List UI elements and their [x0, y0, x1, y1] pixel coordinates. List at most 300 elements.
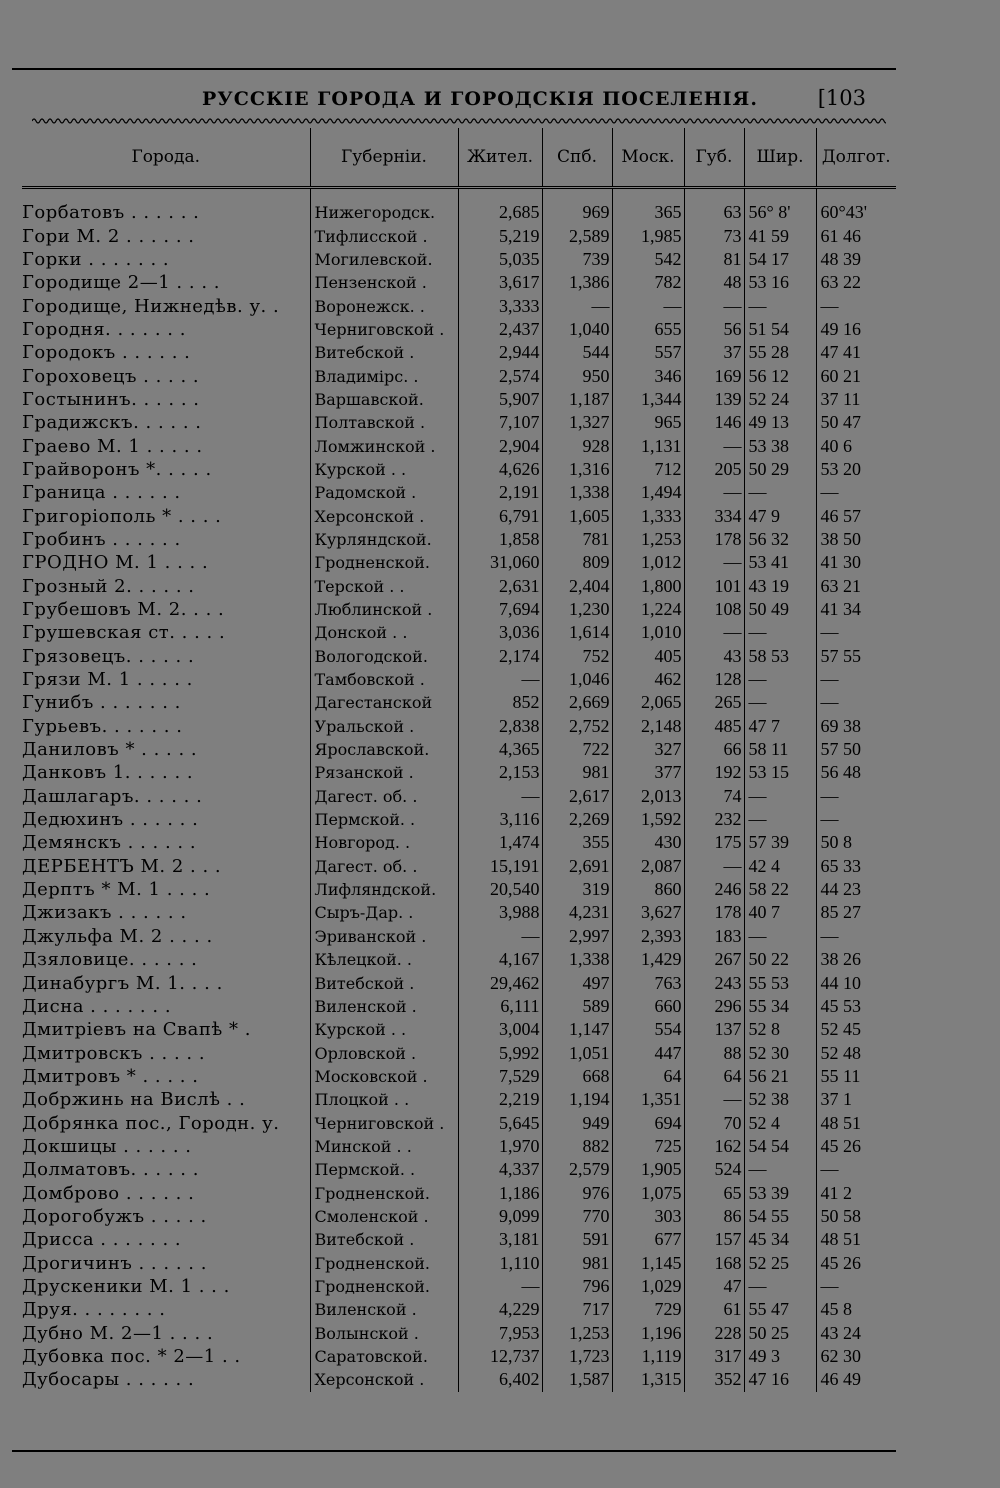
city-name: Гурьевъ. . . . . . . [22, 715, 183, 737]
latitude: 50 25 [744, 1322, 816, 1345]
dist-spb: 1,051 [542, 1041, 612, 1064]
latitude: 45 34 [744, 1228, 816, 1251]
province: Дагестанской [310, 691, 458, 714]
table-row [22, 598, 896, 621]
population: 1,970 [458, 1135, 542, 1158]
population: 3,116 [458, 808, 542, 831]
dist-moscow: 2,087 [612, 855, 684, 878]
dist-spb: 949 [542, 1111, 612, 1134]
city-name: Даниловъ * . . . . . [22, 739, 198, 761]
latitude: 51 54 [744, 318, 816, 341]
city-name: Гороховецъ . . . . . [22, 365, 200, 387]
dist-moscow: 677 [612, 1228, 684, 1251]
population: 1,186 [458, 1181, 542, 1204]
city-name: Дубно М. 2—1 . . . . [22, 1322, 214, 1344]
ornamental-rule [32, 116, 886, 126]
city-name: Гробинъ . . . . . . [22, 528, 181, 550]
longitude: 48 51 [816, 1111, 896, 1134]
dist-gub: 296 [684, 995, 744, 1018]
latitude: 54 55 [744, 1205, 816, 1228]
dist-gub: 178 [684, 901, 744, 924]
dist-spb: 1,194 [542, 1088, 612, 1111]
city-name: Домброво . . . . . . [22, 1182, 195, 1204]
longitude: 62 30 [816, 1345, 896, 1368]
dist-gub: 265 [684, 691, 744, 714]
dist-moscow: 1,075 [612, 1181, 684, 1204]
province: Курляндской. [310, 528, 458, 551]
province: Донской . . [310, 621, 458, 644]
dist-spb: 668 [542, 1065, 612, 1088]
city-name: Граница . . . . . . [22, 482, 181, 504]
province: Сыръ-Дар. . [310, 901, 458, 924]
dist-spb: 2,404 [542, 575, 612, 598]
population: 2,574 [458, 364, 542, 387]
population: 2,153 [458, 761, 542, 784]
dist-moscow: 2,065 [612, 691, 684, 714]
dist-gub: 74 [684, 785, 744, 808]
province: Эриванской . [310, 925, 458, 948]
table-row [22, 271, 896, 294]
table-row [22, 1088, 896, 1111]
table-row [22, 458, 896, 481]
dist-spb: 2,617 [542, 785, 612, 808]
table-row [22, 621, 896, 644]
province: Московской . [310, 1065, 458, 1088]
dist-moscow: 1,592 [612, 808, 684, 831]
city-name: Гори М. 2 . . . . . . [22, 225, 195, 247]
latitude: 41 59 [744, 224, 816, 247]
dist-moscow: 303 [612, 1205, 684, 1228]
city-name: Друя. . . . . . . . [22, 1299, 166, 1321]
dist-moscow: 1,010 [612, 621, 684, 644]
col-header-city: Города. [22, 128, 310, 188]
population: — [458, 785, 542, 808]
population: — [458, 1275, 542, 1298]
dist-moscow: 2,393 [612, 925, 684, 948]
population: 1,474 [458, 831, 542, 854]
table-row [22, 1065, 896, 1088]
latitude: 56° 8' [744, 188, 816, 225]
table-row [22, 808, 896, 831]
table-row [22, 925, 896, 948]
city-name: Дмитрiевъ на Свапѣ * . [22, 1019, 251, 1041]
province: Виленской . [310, 995, 458, 1018]
population: 7,694 [458, 598, 542, 621]
province: Смоленской . [310, 1205, 458, 1228]
table-row [22, 318, 896, 341]
dist-moscow: 2,013 [612, 785, 684, 808]
table-row [22, 948, 896, 971]
longitude: 48 39 [816, 248, 896, 271]
province: Херсонской . [310, 504, 458, 527]
longitude: 65 33 [816, 855, 896, 878]
latitude: 52 30 [744, 1041, 816, 1064]
latitude: 49 13 [744, 411, 816, 434]
population: 4,337 [458, 1158, 542, 1181]
population: 3,988 [458, 901, 542, 924]
latitude: 52 24 [744, 388, 816, 411]
longitude: — [816, 925, 896, 948]
table-header [22, 128, 896, 188]
province: Гродненской. [310, 1251, 458, 1274]
dist-spb: 2,579 [542, 1158, 612, 1181]
dist-gub: 61 [684, 1298, 744, 1321]
province: Тифлисской . [310, 224, 458, 247]
dist-spb: 781 [542, 528, 612, 551]
longitude: 57 50 [816, 738, 896, 761]
dist-spb: 1,338 [542, 948, 612, 971]
dist-gub: — [684, 481, 744, 504]
longitude: — [816, 691, 896, 714]
latitude: 47 16 [744, 1368, 816, 1391]
dist-spb: 950 [542, 364, 612, 387]
latitude: 58 22 [744, 878, 816, 901]
latitude: 50 22 [744, 948, 816, 971]
population: 3,004 [458, 1018, 542, 1041]
province: Минской . . [310, 1135, 458, 1158]
dist-spb: 969 [542, 188, 612, 225]
dist-spb: 589 [542, 995, 612, 1018]
latitude: 52 4 [744, 1111, 816, 1134]
table-row [22, 411, 896, 434]
latitude: — [744, 668, 816, 691]
col-header-longitude: Долгот. [816, 128, 896, 188]
table-row [22, 1181, 896, 1204]
dist-gub: 63 [684, 188, 744, 225]
population: — [458, 925, 542, 948]
province: Гродненской. [310, 1275, 458, 1298]
latitude: 55 28 [744, 341, 816, 364]
dist-gub: 56 [684, 318, 744, 341]
city-name: Горки . . . . . . . [22, 248, 170, 270]
population: 852 [458, 691, 542, 714]
dist-spb: 2,589 [542, 224, 612, 247]
longitude: 49 16 [816, 318, 896, 341]
province: Воронежск. . [310, 294, 458, 317]
dist-moscow: 1,351 [612, 1088, 684, 1111]
dist-gub: 228 [684, 1322, 744, 1345]
longitude: 46 49 [816, 1368, 896, 1391]
dist-moscow: 1,029 [612, 1275, 684, 1298]
province: Люблинской . [310, 598, 458, 621]
city-name: Дашлагаръ. . . . . . [22, 785, 203, 807]
table-row [22, 738, 896, 761]
city-name: Дерптъ * М. 1 . . . . [22, 879, 211, 901]
city-name: Дрисса . . . . . . . [22, 1229, 182, 1251]
dist-moscow: 2,148 [612, 715, 684, 738]
dist-moscow: 655 [612, 318, 684, 341]
province: Вологодской. [310, 645, 458, 668]
dist-spb: 355 [542, 831, 612, 854]
dist-moscow: 725 [612, 1135, 684, 1158]
population: 15,191 [458, 855, 542, 878]
latitude: 55 47 [744, 1298, 816, 1321]
table-row [22, 1228, 896, 1251]
dist-moscow: 542 [612, 248, 684, 271]
dist-spb: 976 [542, 1181, 612, 1204]
population: 5,992 [458, 1041, 542, 1064]
longitude: 50 47 [816, 411, 896, 434]
dist-moscow: 327 [612, 738, 684, 761]
longitude: 50 8 [816, 831, 896, 854]
province: Тамбовской . [310, 668, 458, 691]
longitude: — [816, 785, 896, 808]
latitude: 52 38 [744, 1088, 816, 1111]
longitude: — [816, 294, 896, 317]
population: 4,229 [458, 1298, 542, 1321]
longitude: 52 45 [816, 1018, 896, 1041]
dist-moscow: 1,985 [612, 224, 684, 247]
dist-spb: 928 [542, 434, 612, 457]
latitude: 56 32 [744, 528, 816, 551]
population: 3,181 [458, 1228, 542, 1251]
table-row [22, 1345, 896, 1368]
latitude: 54 17 [744, 248, 816, 271]
city-name: Дубосары . . . . . . [22, 1369, 195, 1391]
city-name: ДЕРБЕНТЪ М. 2 . . . [22, 855, 222, 877]
population: 5,219 [458, 224, 542, 247]
longitude: 60 21 [816, 364, 896, 387]
city-name: Добржинь на Вислѣ . . [22, 1089, 246, 1111]
dist-spb: 1,338 [542, 481, 612, 504]
table-row [22, 831, 896, 854]
table-row [22, 364, 896, 387]
dist-moscow: 1,494 [612, 481, 684, 504]
population: 5,907 [458, 388, 542, 411]
city-name: Дубовка пос. * 2—1 . . [22, 1346, 241, 1368]
dist-moscow: — [612, 294, 684, 317]
dist-gub: 146 [684, 411, 744, 434]
longitude: 45 26 [816, 1251, 896, 1274]
dist-gub: 37 [684, 341, 744, 364]
dist-gub: 43 [684, 645, 744, 668]
table-row [22, 1251, 896, 1274]
latitude: 53 38 [744, 434, 816, 457]
longitude: — [816, 668, 896, 691]
population: 7,953 [458, 1322, 542, 1345]
latitude: 47 9 [744, 504, 816, 527]
col-header-gub: Губ. [684, 128, 744, 188]
dist-spb: 981 [542, 1251, 612, 1274]
population: 1,858 [458, 528, 542, 551]
province: Витебской . [310, 1228, 458, 1251]
province: Нижегородск. [310, 188, 458, 225]
population: 2,944 [458, 341, 542, 364]
dist-spb: 1,605 [542, 504, 612, 527]
page-number: [103 [817, 86, 866, 110]
table-row [22, 1298, 896, 1321]
province: Черниговской . [310, 1111, 458, 1134]
population: 2,437 [458, 318, 542, 341]
longitude: 45 53 [816, 995, 896, 1018]
province: Ломжинской . [310, 434, 458, 457]
dist-gub: 175 [684, 831, 744, 854]
dist-spb: 796 [542, 1275, 612, 1298]
population: 2,685 [458, 188, 542, 225]
dist-gub: 352 [684, 1368, 744, 1391]
table-row [22, 504, 896, 527]
table-row [22, 575, 896, 598]
col-header-moscow: Моск. [612, 128, 684, 188]
dist-gub: 267 [684, 948, 744, 971]
table-row [22, 785, 896, 808]
dist-spb: 1,040 [542, 318, 612, 341]
population: 4,365 [458, 738, 542, 761]
longitude: 48 51 [816, 1228, 896, 1251]
dist-gub: 169 [684, 364, 744, 387]
city-name: Дзяловице. . . . . . [22, 949, 198, 971]
dist-gub: — [684, 294, 744, 317]
city-name: Горбатовъ . . . . . . [22, 202, 200, 224]
province: Пермской. . [310, 1158, 458, 1181]
dist-moscow: 1,800 [612, 575, 684, 598]
population: 6,791 [458, 504, 542, 527]
latitude: 53 16 [744, 271, 816, 294]
page-title: РУССКIЕ ГОРОДА И ГОРОДСКIЯ ПОСЕЛЕНIЯ. [202, 88, 758, 110]
table-row [22, 188, 896, 225]
dist-spb: 319 [542, 878, 612, 901]
dist-spb: 1,046 [542, 668, 612, 691]
city-name: Демянскъ . . . . . . [22, 832, 197, 854]
table-row [22, 294, 896, 317]
city-name: ГРОДНО М. 1 . . . . [22, 552, 209, 574]
dist-moscow: 712 [612, 458, 684, 481]
population: 12,737 [458, 1345, 542, 1368]
population: 9,099 [458, 1205, 542, 1228]
longitude: 60°43' [816, 188, 896, 225]
population: 3,036 [458, 621, 542, 644]
table-row [22, 1322, 896, 1345]
population: 31,060 [458, 551, 542, 574]
bottom-rule [12, 1450, 896, 1452]
province: Лифляндской. [310, 878, 458, 901]
dist-gub: 334 [684, 504, 744, 527]
population: 5,645 [458, 1111, 542, 1134]
latitude: — [744, 1275, 816, 1298]
city-name: Дмитровскъ . . . . . [22, 1042, 206, 1064]
table-row [22, 551, 896, 574]
dist-spb: 1,386 [542, 271, 612, 294]
dist-spb: 722 [542, 738, 612, 761]
latitude: — [744, 1158, 816, 1181]
province: Варшавской. [310, 388, 458, 411]
table-row [22, 1158, 896, 1181]
dist-spb: 752 [542, 645, 612, 668]
dist-gub: 101 [684, 575, 744, 598]
city-name: Джульфа М. 2 . . . . [22, 925, 213, 947]
table-row [22, 1041, 896, 1064]
province: Гродненской. [310, 551, 458, 574]
dist-spb: 1,587 [542, 1368, 612, 1391]
running-head [12, 88, 896, 116]
city-name: Друскеники М. 1 . . . [22, 1275, 230, 1297]
latitude: 57 39 [744, 831, 816, 854]
city-name: Гостынинъ. . . . . . [22, 388, 200, 410]
latitude: 53 15 [744, 761, 816, 784]
dist-gub: 485 [684, 715, 744, 738]
dist-spb: 1,723 [542, 1345, 612, 1368]
population: 2,631 [458, 575, 542, 598]
dist-spb: 809 [542, 551, 612, 574]
city-name: Дмитровъ * . . . . . [22, 1065, 199, 1087]
city-name: Данковъ 1. . . . . . [22, 762, 194, 784]
city-name: Джизакъ . . . . . . [22, 902, 187, 924]
province: Владимiрс. . [310, 364, 458, 387]
table-row [22, 1135, 896, 1158]
dist-moscow: 1,905 [612, 1158, 684, 1181]
latitude: 58 53 [744, 645, 816, 668]
latitude: 42 4 [744, 855, 816, 878]
province: Плоцкой . . [310, 1088, 458, 1111]
province: Курской . . [310, 1018, 458, 1041]
population: 4,626 [458, 458, 542, 481]
longitude: — [816, 1275, 896, 1298]
population: 2,174 [458, 645, 542, 668]
dist-spb: 1,187 [542, 388, 612, 411]
city-name: Гунибъ . . . . . . . [22, 692, 181, 714]
province: Витебской . [310, 971, 458, 994]
latitude: 55 34 [744, 995, 816, 1018]
dist-gub: 108 [684, 598, 744, 621]
table-row [22, 1111, 896, 1134]
longitude: 38 50 [816, 528, 896, 551]
dist-spb: 1,327 [542, 411, 612, 434]
longitude: — [816, 621, 896, 644]
latitude: 50 49 [744, 598, 816, 621]
longitude: 47 41 [816, 341, 896, 364]
city-name: Городня. . . . . . . [22, 318, 186, 340]
dist-spb: 497 [542, 971, 612, 994]
city-name: Грайворонъ *. . . . . [22, 458, 212, 480]
dist-moscow: 430 [612, 831, 684, 854]
wavy-line-icon [32, 116, 886, 126]
longitude: 44 10 [816, 971, 896, 994]
dist-spb: 1,147 [542, 1018, 612, 1041]
table-row [22, 878, 896, 901]
dist-moscow: 729 [612, 1298, 684, 1321]
latitude: 54 54 [744, 1135, 816, 1158]
latitude: — [744, 621, 816, 644]
longitude: 46 57 [816, 504, 896, 527]
longitude: 55 11 [816, 1065, 896, 1088]
longitude: 45 26 [816, 1135, 896, 1158]
table-row [22, 224, 896, 247]
dist-moscow: 1,315 [612, 1368, 684, 1391]
dist-gub: 64 [684, 1065, 744, 1088]
province: Витебской . [310, 341, 458, 364]
dist-moscow: 447 [612, 1041, 684, 1064]
population: 7,107 [458, 411, 542, 434]
latitude: 43 19 [744, 575, 816, 598]
city-name: Городокъ . . . . . . [22, 342, 191, 364]
city-name: Городище, Нижнедѣв. у. . [22, 295, 280, 317]
dist-moscow: 64 [612, 1065, 684, 1088]
dist-spb: 2,669 [542, 691, 612, 714]
population: 3,333 [458, 294, 542, 317]
table-row [22, 341, 896, 364]
dist-moscow: 554 [612, 1018, 684, 1041]
longitude: 57 55 [816, 645, 896, 668]
city-name: Долматовъ. . . . . . [22, 1159, 199, 1181]
dist-moscow: 1,131 [612, 434, 684, 457]
dist-moscow: 763 [612, 971, 684, 994]
dist-gub: — [684, 551, 744, 574]
dist-moscow: 557 [612, 341, 684, 364]
dist-gub: — [684, 855, 744, 878]
top-rule [12, 68, 896, 70]
city-name: Добрянка пос., Городн. у. [22, 1112, 280, 1134]
longitude: 45 8 [816, 1298, 896, 1321]
